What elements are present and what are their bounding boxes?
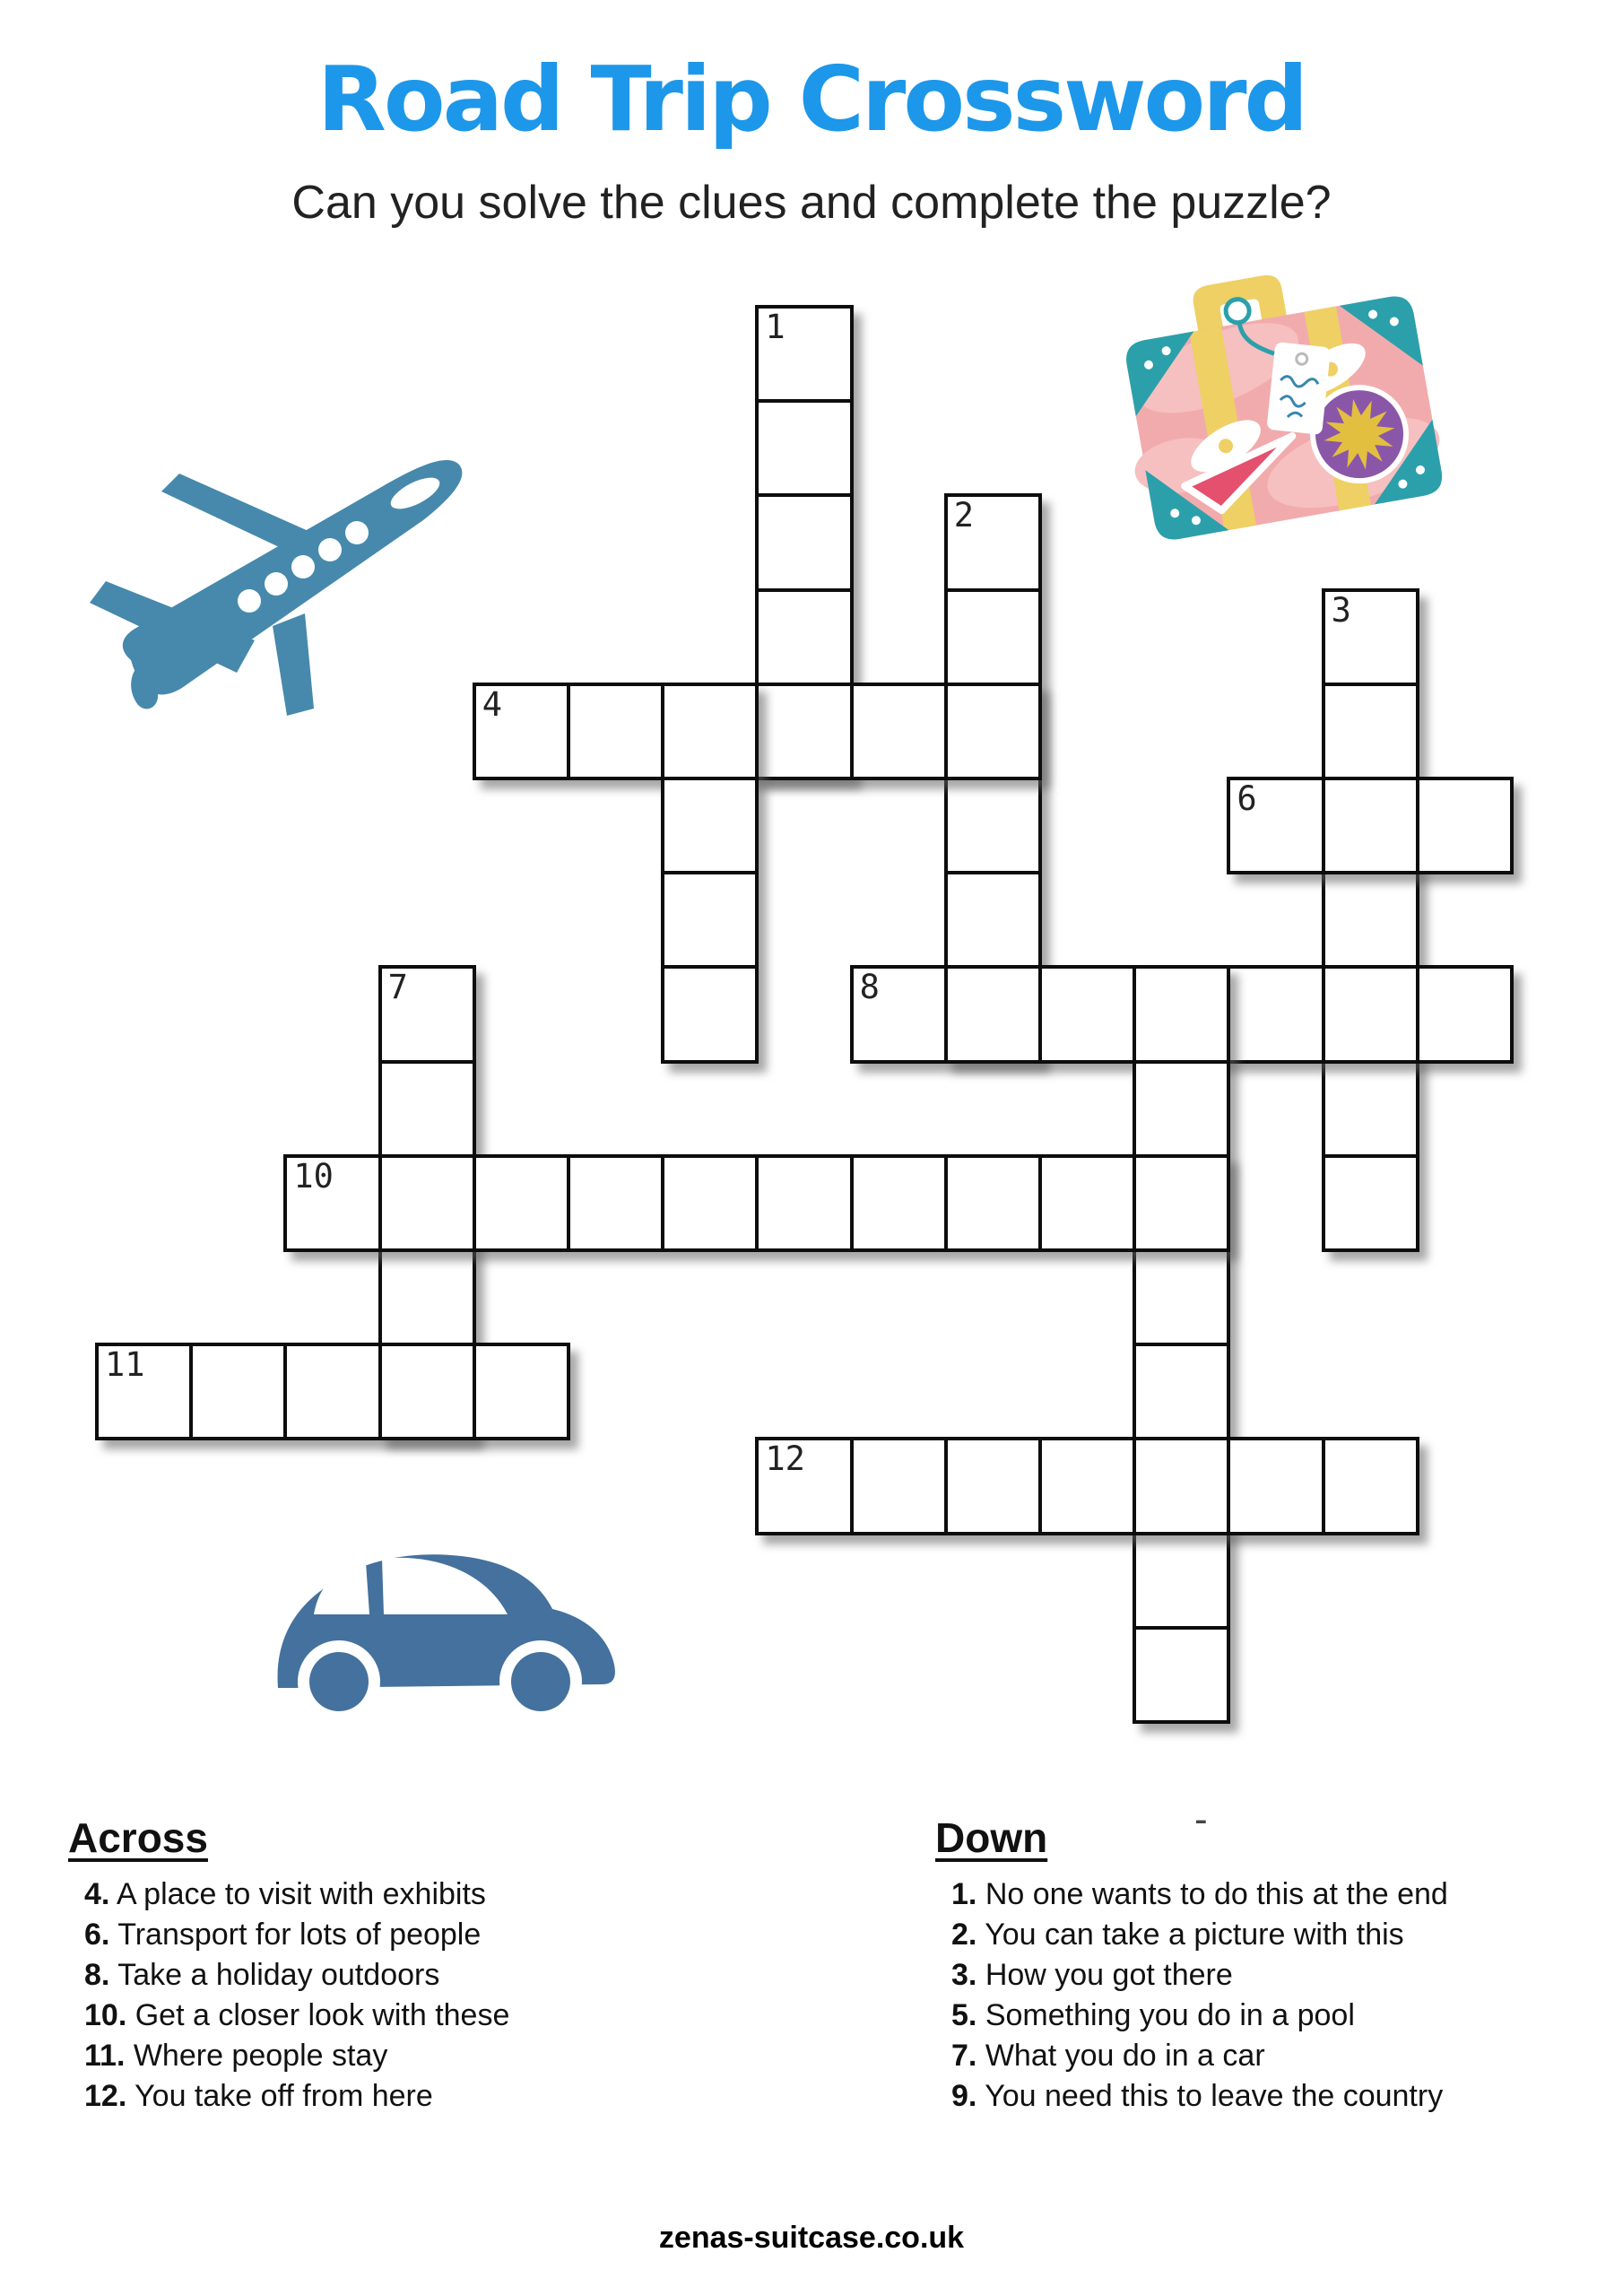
cell-number: 7 [387,968,408,1007]
across-clue: 4. A place to visit with exhibits [84,1877,486,1911]
cell-number: 1 [765,308,785,346]
down-clue: 2. You can take a picture with this [951,1918,1404,1952]
grid-cell[interactable] [1133,1248,1230,1346]
grid-cell[interactable] [473,1343,570,1440]
car-icon [267,1543,621,1720]
across-clue: 11. Where people stay [84,2039,388,2073]
grid-cell[interactable] [1133,1626,1230,1724]
grid-cell[interactable] [283,1154,381,1252]
grid-cell[interactable] [378,965,476,1063]
cell-number: 3 [1331,590,1351,630]
grid-cell[interactable] [1322,1437,1419,1535]
grid-cell[interactable] [755,305,853,403]
grid-cell[interactable] [567,1154,664,1252]
grid-cell[interactable] [567,683,664,780]
grid-cell[interactable] [473,683,570,780]
page-subtitle: Can you solve the clues and complete the puzzle? [291,177,1332,229]
grid-cell[interactable] [944,1437,1042,1535]
cell-number: 12 [765,1439,805,1479]
cell-number: 2 [953,496,975,535]
grid-cell[interactable] [1133,1154,1230,1252]
grid-cell[interactable] [850,1154,948,1252]
site-footer: zenas-suitcase.co.uk [658,2221,965,2255]
grid-cell[interactable] [1133,1343,1230,1440]
grid-cell[interactable] [1416,777,1514,874]
grid-cell[interactable] [944,777,1042,874]
cell-number: 11 [105,1345,145,1385]
grid-cell[interactable] [95,1343,193,1440]
grid-cell[interactable] [1133,1060,1230,1158]
grid-cell[interactable] [755,399,853,497]
grid-cell[interactable] [1322,683,1419,780]
across-clue: 6. Transport for lots of people [84,1918,482,1952]
grid-cell[interactable] [850,683,948,780]
airplane-icon [79,447,464,734]
grid-cell[interactable] [944,493,1042,591]
grid-cell[interactable] [661,965,759,1063]
grid-cell[interactable] [378,1154,476,1252]
grid-cell[interactable] [661,1154,759,1252]
grid-cell[interactable] [1038,1437,1136,1535]
grid-cell[interactable] [661,871,759,969]
across-clue: 10. Get a closer look with these [84,1998,510,2032]
grid-cell[interactable] [1133,1437,1230,1535]
grid-cell[interactable] [1038,965,1136,1063]
grid-cell[interactable] [1227,777,1324,874]
cell-number: 4 [482,684,503,724]
cell-number: 10 [293,1156,334,1196]
suitcase-icon [1121,263,1453,550]
grid-cell[interactable] [189,1343,287,1440]
grid-cell[interactable] [283,1343,381,1440]
grid-cell[interactable] [1416,965,1514,1063]
down-clue: 9. You need this to leave the country [951,2079,1444,2113]
grid-cell[interactable] [850,1437,948,1535]
across-clues [68,1813,509,2117]
grid-cell[interactable] [661,683,759,780]
across-clue: 12. You take off from here [84,2079,433,2113]
cell-number: 6 [1237,779,1257,818]
grid-cell[interactable] [944,683,1042,780]
grid-cell[interactable] [755,588,853,686]
stray-dash: - [1194,1797,1208,1841]
grid-cell[interactable] [1322,1060,1419,1158]
grid-cell[interactable] [1133,965,1230,1063]
grid-cell[interactable] [1227,965,1324,1063]
grid-cell[interactable] [1322,1154,1419,1252]
grid-cell[interactable] [1322,777,1419,874]
grid-cell[interactable] [944,871,1042,969]
down-clue: 1. No one wants to do this at the end [951,1877,1448,1911]
grid-cell[interactable] [944,588,1042,686]
grid-cell[interactable] [755,1154,853,1252]
down-clue: 5. Something you do in a pool [951,1998,1355,2032]
grid-cell[interactable] [944,1154,1042,1252]
grid-cell[interactable] [378,1248,476,1346]
page-title: Road Trip Crossword [317,47,1306,152]
grid-cell[interactable] [755,1437,853,1535]
grid-cell[interactable] [944,965,1042,1063]
grid-cell[interactable] [1322,965,1419,1063]
grid-cell[interactable] [1133,1532,1230,1630]
grid-cell[interactable] [850,965,948,1063]
down-clue: 3. How you got there [951,1958,1233,1992]
grid-cell[interactable] [1322,588,1419,686]
down-clues [935,1813,1448,2117]
grid-cell[interactable] [1038,1154,1136,1252]
grid-cell[interactable] [1227,1437,1324,1535]
down-header: Down [935,1814,1048,1861]
down-clue: 7. What you do in a car [951,2039,1265,2073]
grid-cell[interactable] [473,1154,570,1252]
grid-cell[interactable] [1322,871,1419,969]
grid-cell[interactable] [755,683,853,780]
grid-cell[interactable] [755,493,853,591]
grid-cell[interactable] [378,1343,476,1440]
grid-cell[interactable] [378,1060,476,1158]
across-clue: 8. Take a holiday outdoors [84,1958,440,1992]
across-header: Across [68,1814,208,1861]
cell-number: 8 [859,968,880,1007]
grid-cell[interactable] [661,777,759,874]
